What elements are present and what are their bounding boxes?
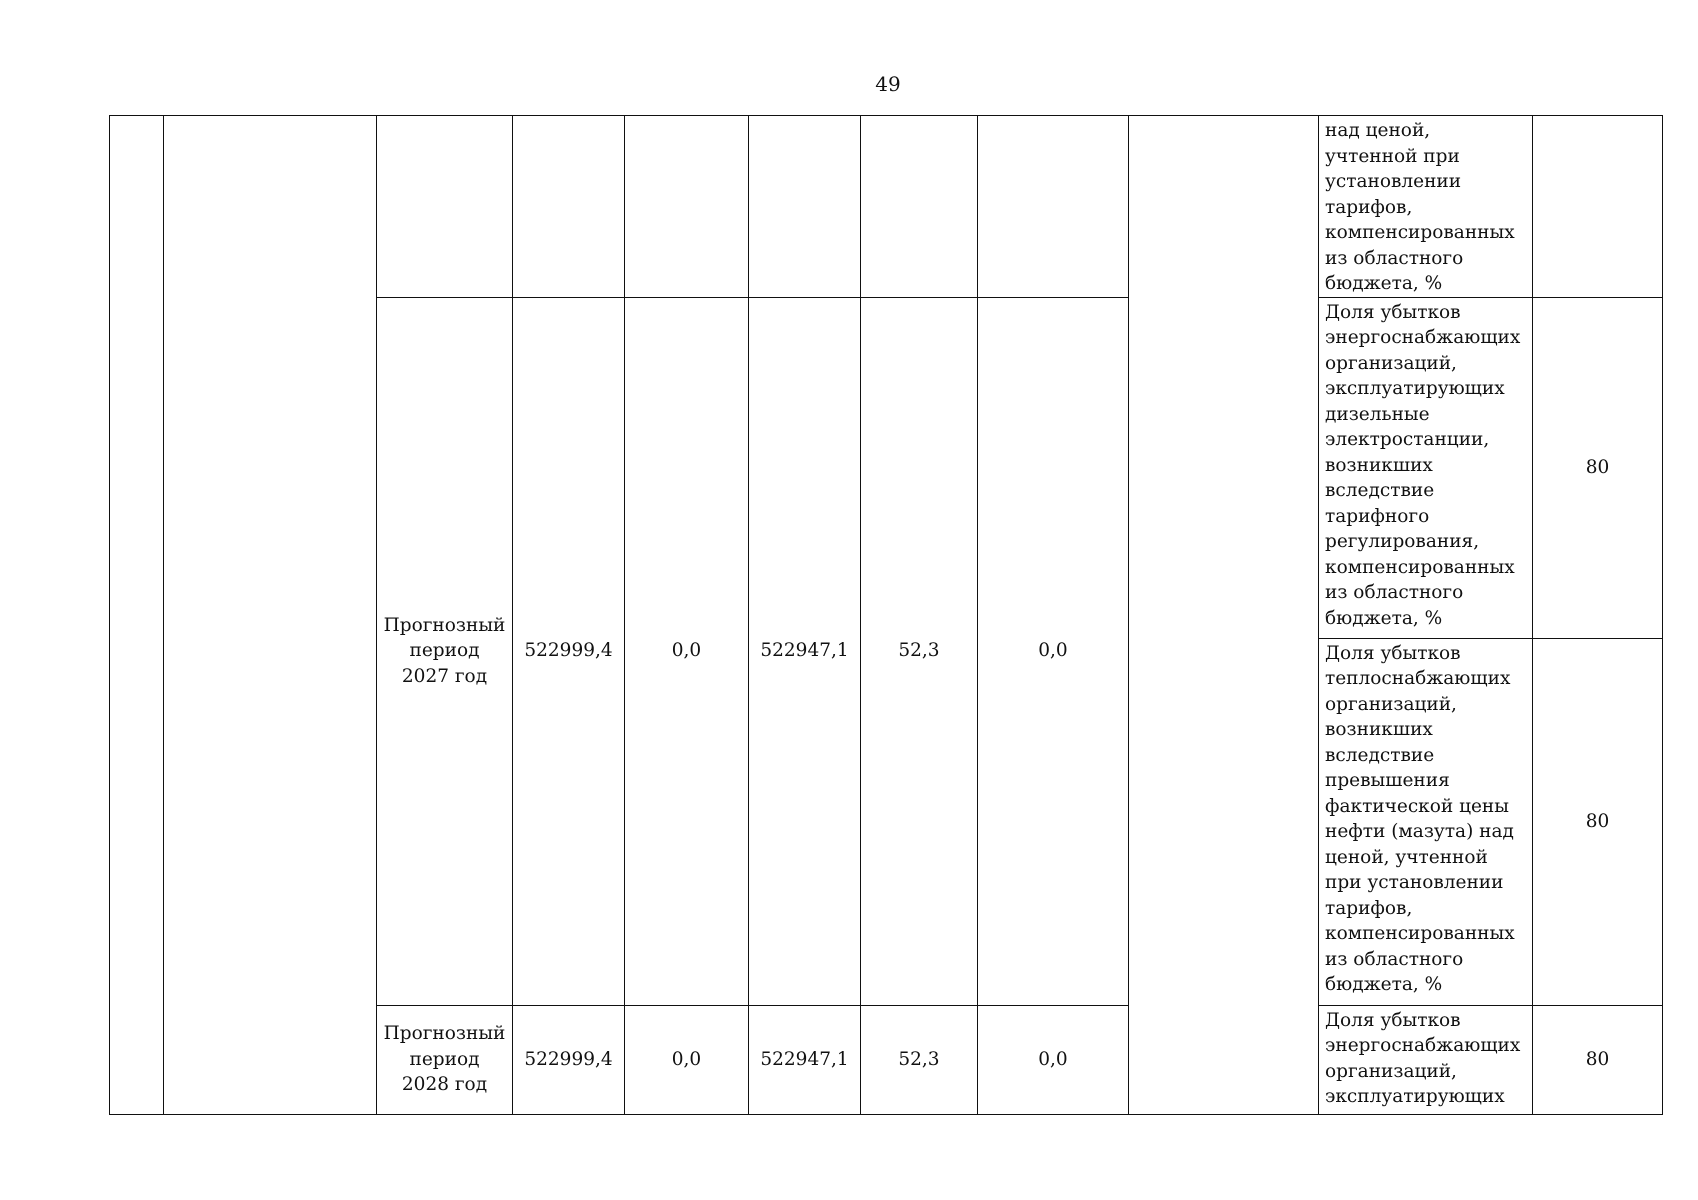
period-line: период — [409, 640, 480, 662]
period-line: Прогнозный — [383, 1023, 506, 1045]
total-cell: 522999,4 — [513, 297, 625, 1005]
name-cell — [164, 116, 377, 1115]
responsible-cell — [1129, 116, 1319, 1115]
page-number: 49 — [875, 72, 901, 96]
federal-cell: 0,0 — [625, 1005, 749, 1114]
indicator-cell: Доля убытков энергоснабжающих организаций, эксплуатирующих — [1319, 1005, 1533, 1114]
period-line: Прогнозный — [383, 614, 506, 636]
other-cell: 0,0 — [978, 1005, 1129, 1114]
regional-cell: 522947,1 — [749, 1005, 861, 1114]
indicator-cell: Доля убытков энергоснабжающих организаций, эксплуатирующих дизельные электростанции, возникших вследствие тарифного регулирования, компенсированных из областного бюджета, % — [1319, 297, 1533, 638]
federal-cell: 0,0 — [625, 297, 749, 1005]
period-cell — [377, 116, 513, 298]
local-cell: 52,3 — [861, 1005, 978, 1114]
period-line: период — [409, 1048, 480, 1070]
period-line: 2027 год — [401, 665, 488, 687]
indicator-cell: над ценой, учтенной при установлении тарифов, компенсированных из областного бюджета, % — [1319, 116, 1533, 298]
total-cell — [513, 116, 625, 298]
indicator-cell: Доля убытков теплоснабжающих организаций, возникших вследствие превышения фактической цены нефти (мазута) над ценой, учтенной при установлении тарифов, компенсированных из областного бюджета, % — [1319, 638, 1533, 1005]
local-cell: 52,3 — [861, 297, 978, 1005]
local-cell — [861, 116, 978, 298]
period-line: 2028 год — [401, 1074, 488, 1096]
target-value-cell — [1533, 116, 1663, 298]
total-cell: 522999,4 — [513, 1005, 625, 1114]
period-cell — [377, 297, 513, 1005]
regional-cell: 522947,1 — [749, 297, 861, 1005]
target-value-cell: 80 — [1533, 1005, 1663, 1114]
number-cell — [110, 116, 164, 1115]
target-value-cell: 80 — [1533, 638, 1663, 1005]
target-value-cell: 80 — [1533, 297, 1663, 638]
other-cell: 0,0 — [978, 297, 1129, 1005]
budget-table — [109, 115, 1663, 1115]
table-row — [110, 116, 1663, 298]
period-cell — [377, 1005, 513, 1114]
federal-cell — [625, 116, 749, 298]
other-cell — [978, 116, 1129, 298]
regional-cell — [749, 116, 861, 298]
